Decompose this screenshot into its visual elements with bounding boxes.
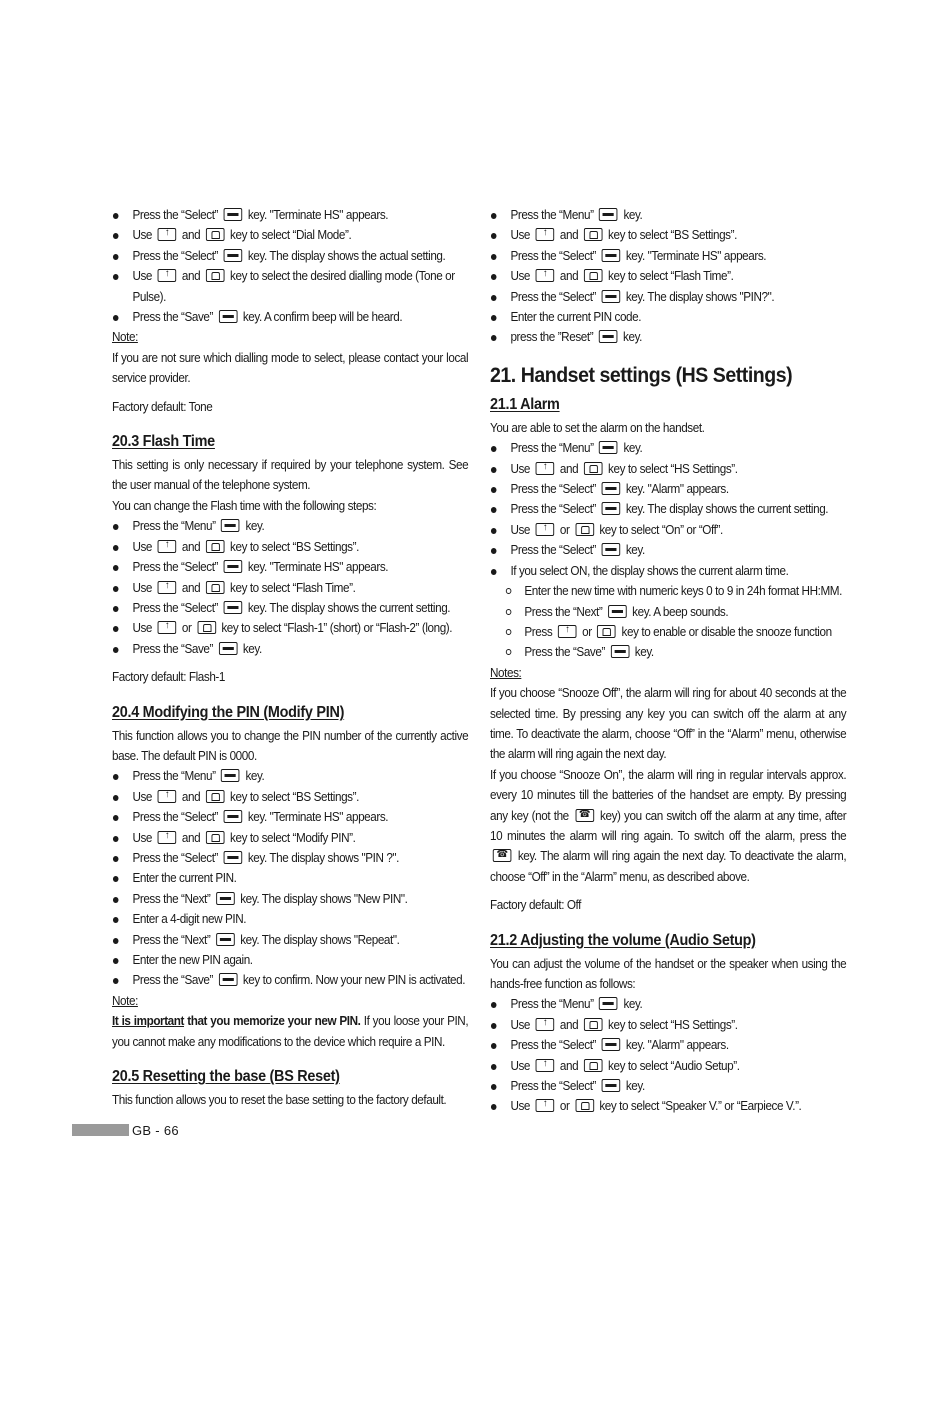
select-key-icon (224, 810, 243, 823)
list-item (112, 889, 468, 909)
list-item-text: Press the “Select” (510, 248, 599, 263)
list-item-text: key. (631, 645, 654, 660)
list-item-text: key to select “Flash Time”. (605, 269, 734, 284)
notes-para2-c: key. The alarm will ring again the next day. To deactivate the alarm, choose “Off” in the “Alarm” menu, as described above. (490, 849, 847, 884)
audio-setup-steps (490, 994, 846, 1116)
notes-para2-b: key) you can switch off the alarm at any time, after 10 minutes the alarm will ring again. To switch off the alarm, press the (490, 808, 847, 843)
list-item (112, 930, 468, 950)
footer-bar (72, 1124, 129, 1136)
list-item-text: Use (510, 522, 533, 537)
list-item (112, 307, 468, 327)
phonebook-key-icon (575, 523, 594, 536)
select-key-icon (602, 249, 621, 262)
end-call-key-icon (575, 809, 594, 822)
select-key-icon (602, 543, 621, 556)
handset-up-key-icon (536, 462, 555, 475)
handset-up-key-icon (158, 581, 177, 594)
phonebook-key-icon (575, 1099, 594, 1112)
handset-up-key-icon (158, 790, 177, 803)
notes-para2-a: If you choose “Snooze On”, the alarm will ring in regular intervals approx. every 10 minutes till the batteries of the handset are empty. By pressing any key (not the (490, 767, 847, 823)
list-item-text: key to select “BS Settings”. (227, 789, 359, 804)
list-item-text: Press the “Select” (510, 289, 599, 304)
bs-reset-para: This function allows you to reset the base setting to the factory default. (112, 1093, 447, 1108)
list-item (112, 618, 468, 638)
list-item (490, 246, 846, 266)
list-item-text: and (557, 1017, 582, 1032)
pin-note-label: Note: (112, 993, 138, 1008)
list-item-text: Enter the new PIN again. (132, 953, 253, 967)
phonebook-key-icon (584, 1059, 603, 1072)
list-item-text: key. "Terminate HS" appears. (245, 810, 389, 825)
list-item-text: Use (132, 621, 155, 636)
end-call-key-icon (493, 849, 512, 862)
phonebook-key-icon (584, 1018, 603, 1031)
list-item-text: Press the “Select” (132, 810, 221, 825)
list-item-text: key. A confirm beep will be heard. (240, 310, 403, 325)
list-item-text: key. (620, 208, 643, 222)
list-item (112, 557, 468, 577)
select-key-icon (602, 502, 621, 515)
select-key-icon (219, 973, 238, 986)
list-item-text: Press the “Menu” (510, 208, 597, 222)
handset-up-key-icon (536, 269, 555, 282)
audio-setup-para: You can adjust the volume of the handset or the speaker when using the hands-free function as follows: (490, 956, 847, 991)
handset-up-key-icon (536, 1018, 555, 1031)
list-item-text: key. "Alarm" appears. (623, 1038, 729, 1053)
list-item-text: key. The display shows the actual setting. (245, 248, 446, 263)
phonebook-key-icon (206, 540, 225, 553)
flash-time-steps (112, 516, 468, 659)
list-item (112, 598, 468, 618)
list-item (490, 459, 846, 479)
list-item-text: or (557, 522, 573, 537)
select-key-icon (599, 208, 618, 221)
list-item (112, 807, 468, 827)
list-item-text: key. (240, 641, 262, 656)
section-heading-21-2: 21.2 Adjusting the volume (Audio Setup) (490, 931, 756, 949)
list-item (490, 994, 846, 1014)
select-key-icon (224, 249, 243, 262)
alarm-notes-para1: If you choose “Snooze Off”, the alarm will ring for about 40 seconds at the selected time. By pressing any key you can switch off the alarm at any time. To deactivate the alarm, choose “Off” in the “Alarm” menu, otherwise the alarm will ring again the next day. (490, 686, 847, 762)
factory-default-flash: Factory default: Flash-1 (112, 670, 225, 685)
phonebook-key-icon (584, 228, 603, 241)
select-key-icon (221, 519, 240, 532)
handset-up-key-icon (536, 228, 555, 241)
select-key-icon (216, 933, 235, 946)
list-item-text: key. "Terminate HS" appears. (245, 208, 389, 222)
list-item (490, 205, 846, 225)
list-item-text: key. The display shows "PIN?". (623, 289, 775, 304)
list-item-text: Enter the current PIN code. (510, 310, 642, 325)
section-heading-21: 21. Handset settings (HS Settings) (490, 363, 793, 387)
list-item-text: Enter the new time with numeric keys 0 to 9 in 24h format HH:MM. (524, 584, 842, 599)
list-item-text: key. The display shows "New PIN". (237, 891, 408, 906)
factory-default-off: Factory default: Off (490, 898, 582, 913)
list-item (112, 578, 468, 598)
list-item-text: Use (132, 539, 155, 554)
list-item-text: key to select “Flash Time”. (227, 580, 356, 595)
list-item (490, 1056, 846, 1076)
phonebook-key-icon (206, 269, 225, 282)
list-item-text: key. "Terminate HS" appears. (623, 248, 767, 263)
list-item-text: key. (242, 769, 265, 784)
list-item-text: key. "Alarm" appears. (623, 482, 729, 497)
list-item-text: key to select “HS Settings”. (605, 461, 738, 476)
list-item-text: and (179, 269, 204, 284)
note-text: If you are not sure which dialling mode to select, please contact your local service provider. (112, 350, 469, 386)
list-item-text: key. The display shows the current setting. (623, 502, 829, 517)
list-item-text: Use (132, 580, 155, 595)
page-footer (72, 1121, 179, 1139)
alarm-steps (490, 438, 846, 581)
select-key-icon (221, 769, 240, 782)
list-item-text: Use (510, 1099, 533, 1114)
list-item-text: Press the “Next” (524, 604, 606, 619)
list-item-text: key. (620, 330, 642, 345)
list-item (112, 766, 468, 786)
list-item (490, 1096, 846, 1116)
list-item-text: Use (132, 228, 155, 243)
list-item-text: key. (623, 543, 645, 558)
list-item (490, 1015, 846, 1035)
sub-list-item (505, 602, 846, 622)
list-item-text: key. The display shows the current setting. (245, 600, 451, 615)
list-item (490, 499, 846, 519)
list-item-text: or (179, 621, 195, 636)
list-item-text: and (557, 269, 582, 284)
list-item-text: Enter the current PIN. (132, 871, 237, 886)
list-item (490, 327, 846, 347)
list-item (112, 950, 468, 970)
list-item-text: and (179, 539, 204, 554)
select-key-icon (599, 997, 618, 1010)
list-item-text: key to select “Speaker V.” or “Earpiece V.”. (596, 1099, 802, 1114)
list-item-text: If you select ON, the display shows the current alarm time. (510, 563, 789, 578)
list-item-text: key to select the desired dialling mode (Tone or Pulse). (132, 269, 455, 304)
list-item (490, 287, 846, 307)
list-item (112, 246, 468, 266)
section-heading-20-5: 20.5 Resetting the base (BS Reset) (112, 1068, 340, 1086)
list-item-text: Press the “Select” (510, 1079, 599, 1094)
list-item-text: key. (620, 997, 643, 1012)
list-item-text: Press the “Menu” (132, 769, 219, 784)
list-item-text: key. The display shows "Repeat". (237, 932, 400, 947)
list-item-text: or (579, 624, 595, 639)
left-column (112, 205, 468, 1110)
list-item-text: Press the “Next” (132, 932, 214, 947)
flash-time-para2: You can change the Flash time with the following steps: (112, 498, 377, 513)
alarm-para: You are able to set the alarm on the handset. (490, 420, 705, 435)
list-item-text: key to confirm. Now your new PIN is activated. (240, 973, 466, 988)
list-item (112, 639, 468, 659)
sub-list-item (505, 622, 846, 642)
phonebook-key-icon (584, 269, 603, 282)
list-item-text: Enter a 4-digit new PIN. (132, 912, 247, 927)
list-item-text: Press the “Menu” (510, 441, 597, 456)
list-item (112, 848, 468, 868)
handset-up-key-icon (158, 621, 177, 634)
list-item-text: key to select “Modify PIN”. (227, 830, 356, 845)
list-item-text: and (179, 830, 204, 845)
alarm-notes-label: Notes: (490, 665, 522, 680)
handset-up-key-icon (158, 831, 177, 844)
list-item (490, 561, 846, 581)
important-rest-text: If you loose your PIN, you cannot make any modifications to the device which require a PIN. (112, 1014, 469, 1049)
select-key-icon (602, 482, 621, 495)
select-key-icon (224, 601, 243, 614)
list-item (112, 828, 468, 848)
handset-up-key-icon (536, 523, 555, 536)
list-item (112, 868, 468, 888)
list-item-text: Press the “Select” (132, 850, 221, 865)
list-item-text: key. (620, 441, 643, 456)
handset-up-key-icon (536, 1059, 555, 1072)
list-item-text: Press the “Select” (510, 482, 599, 497)
right-intro-list (490, 205, 846, 348)
list-item (112, 909, 468, 929)
list-item-text: and (557, 228, 582, 243)
modify-pin-para: This function allows you to change the PIN number of the currently active base. The default PIN is 0000. (112, 728, 469, 763)
select-key-icon (611, 645, 630, 658)
list-item-text: Press the “Save” (524, 645, 608, 660)
list-item (490, 307, 846, 327)
handset-up-key-icon (558, 625, 577, 638)
list-item (490, 540, 846, 560)
list-item-text: Press the “Select” (132, 248, 221, 263)
alarm-sub-steps (490, 581, 846, 663)
list-item-text: and (179, 580, 204, 595)
list-item-text: key to enable or disable the snooze function (618, 624, 832, 639)
phonebook-key-icon (584, 462, 603, 475)
note-label: Note: (112, 330, 138, 345)
section-heading-20-3: 20.3 Flash Time (112, 433, 215, 451)
list-item-text: Use (132, 789, 155, 804)
phonebook-key-icon (206, 831, 225, 844)
select-key-icon (224, 851, 243, 864)
list-item-text: Use (510, 1058, 533, 1073)
list-item-text: Press the “Next” (132, 891, 214, 906)
list-item-text: Press the “Select” (510, 543, 599, 558)
list-item (112, 225, 468, 245)
section-heading-21-1: 21.1 Alarm (490, 395, 560, 413)
select-key-icon (599, 330, 618, 343)
list-item-text: key. A beep sounds. (629, 604, 729, 619)
sub-list-item (505, 642, 846, 662)
list-item (112, 787, 468, 807)
handset-up-key-icon (536, 1099, 555, 1112)
list-item-text: key. (242, 519, 265, 534)
list-item-text: key to select “Dial Mode”. (227, 228, 352, 243)
list-item (490, 1076, 846, 1096)
pin-important-note (112, 1011, 468, 1052)
list-item-text: key to select “On” or “Off”. (596, 522, 723, 537)
select-key-icon (602, 1079, 621, 1092)
phonebook-key-icon (197, 621, 216, 634)
sub-list-item (505, 581, 846, 601)
page-number: GB - 66 (132, 1122, 179, 1138)
list-item-text: and (179, 789, 204, 804)
select-key-icon (216, 892, 235, 905)
select-key-icon (602, 1038, 621, 1051)
list-item-text: key to select “BS Settings”. (227, 539, 359, 554)
list-item (112, 266, 468, 307)
list-item (490, 266, 846, 286)
list-item (490, 438, 846, 458)
list-item-text: or (557, 1099, 573, 1114)
list-item-text: Use (510, 1017, 533, 1032)
list-item-text: Use (132, 269, 155, 284)
list-item-text: Press the “Select” (510, 1038, 599, 1053)
list-item (112, 205, 468, 225)
alarm-notes-para2 (490, 765, 846, 887)
list-item-text: and (557, 1058, 582, 1073)
list-item-text: key to select “Flash-1” (short) or “Flash-2” (long). (218, 621, 453, 636)
list-item-text: key. (623, 1079, 645, 1094)
phonebook-key-icon (206, 228, 225, 241)
right-column (490, 205, 846, 1117)
list-item-text: key to select “BS Settings”. (605, 228, 737, 243)
list-item-text: Press the “Menu” (510, 997, 597, 1012)
list-item-text: Use (510, 269, 533, 284)
flash-time-para1: This setting is only necessary if required by your telephone system. See the user manual of the telephone system. (112, 458, 469, 493)
list-item-text: key to select “Audio Setup”. (605, 1058, 740, 1073)
select-key-icon (224, 560, 243, 573)
list-item-text: Press the “Select” (132, 560, 221, 575)
select-key-icon (224, 208, 243, 221)
list-item-text: Press the “Save” (132, 310, 216, 325)
list-item (490, 1035, 846, 1055)
list-item-text: press the ”Reset” (510, 330, 597, 345)
select-key-icon (599, 441, 618, 454)
list-item-text: and (179, 228, 204, 243)
factory-default-tone: Factory default: Tone (112, 399, 213, 414)
handset-up-key-icon (158, 540, 177, 553)
list-item-text: Press the “Select” (132, 208, 221, 222)
list-item-text: Press the “Select” (132, 600, 221, 615)
list-item (112, 516, 468, 536)
list-item-text: Use (510, 461, 533, 476)
list-item-text: Use (132, 830, 155, 845)
handset-up-key-icon (158, 269, 177, 282)
list-item-text: Press the “Save” (132, 641, 216, 656)
phonebook-key-icon (206, 790, 225, 803)
phonebook-key-icon (206, 581, 225, 594)
list-item (112, 537, 468, 557)
phonebook-key-icon (597, 625, 616, 638)
list-item-text: Press the “Menu” (132, 519, 219, 534)
select-key-icon (608, 605, 627, 618)
list-item-text: Press (524, 624, 556, 639)
list-item (112, 970, 468, 990)
list-item-text: Use (510, 228, 533, 243)
list-item (490, 479, 846, 499)
handset-up-key-icon (158, 228, 177, 241)
list-item-text: and (557, 461, 582, 476)
important-label: It is important (112, 1014, 184, 1029)
modify-pin-steps (112, 766, 468, 990)
list-item-text: key. The display shows "PIN ?". (245, 850, 400, 865)
list-item-text: key. "Terminate HS" appears. (245, 560, 389, 575)
select-key-icon (219, 642, 238, 655)
list-item-text: key to select “HS Settings”. (605, 1017, 738, 1032)
left-intro-list (112, 205, 468, 327)
select-key-icon (602, 290, 621, 303)
list-item-text: Press the “Select” (510, 502, 599, 517)
section-heading-20-4: 20.4 Modifying the PIN (Modify PIN) (112, 703, 345, 721)
list-item-text: Press the “Save” (132, 973, 216, 988)
list-item (490, 225, 846, 245)
important-bold-text: that you memorize your new PIN. (183, 1014, 361, 1029)
list-item (490, 520, 846, 540)
select-key-icon (219, 310, 238, 323)
